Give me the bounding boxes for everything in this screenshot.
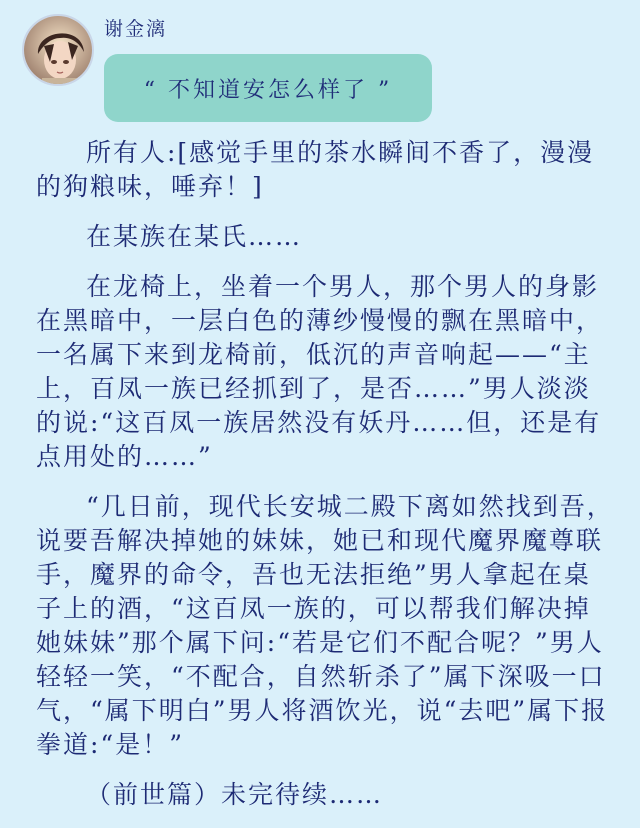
story-paragraph: “几日前，现代长安城二殿下离如然找到吾，说要吾解决掉她的妹妹，她已和现代魔界魔尊联手，魔界的命令，吾也无法拒绝”男人拿起在桌子上的酒，“这百凤一族的，可以帮我们解决掉她妹妹”那个属下问:“若是它们不配合呢？”男人轻轻一笑，“不配合，自然斩杀了”属下深吸一口气，“属下明白”男人将酒饮光，说“去吧”属下报拳道:“是！” bbox=[36, 492, 614, 759]
story-paragraph: 在某族在某氏…… bbox=[86, 222, 303, 251]
chat-bubble-text: “ 不知道安怎么样了 ” bbox=[143, 77, 393, 103]
avatar[interactable] bbox=[22, 14, 94, 86]
story-paragraph: （前世篇）未完待续…… bbox=[86, 780, 384, 809]
username: 谢金漓 bbox=[104, 18, 168, 40]
chat-bubble bbox=[104, 54, 432, 122]
anime-boy-avatar-icon bbox=[24, 16, 94, 86]
story-paragraph: 所有人:[感觉手里的茶水瞬间不香了，漫漫的狗粮味，唾弃！] bbox=[36, 138, 595, 201]
story-paragraph: 在龙椅上，坐着一个男人，那个男人的身影在黑暗中，一层白色的薄纱慢慢的飘在黑暗中，一名属下来到龙椅前，低沉的声音响起——“主上，百凤一族已经抓到了，是否……”男人淡淡的说:“这百凤一族居然没有妖丹……但，还是有点用处的……” bbox=[36, 272, 604, 471]
story-content bbox=[36, 136, 616, 828]
